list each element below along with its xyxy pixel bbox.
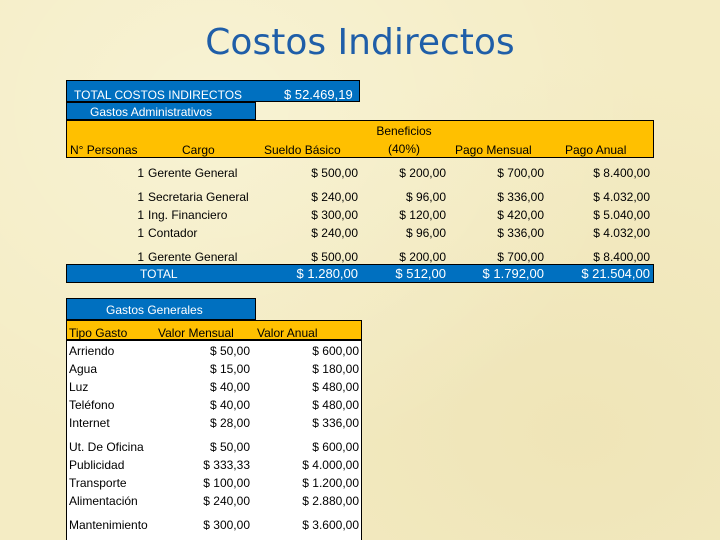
cell-tipo: Alimentación (69, 494, 138, 508)
cell-mensual: $ 336,00 (497, 190, 544, 204)
cell-mensual: $ 336,00 (497, 226, 544, 240)
cell-anual: $ 4.032,00 (593, 226, 650, 240)
cell-mensual: $ 300,00 (203, 518, 250, 532)
header-beneficios-line2: (40%) (387, 142, 420, 156)
cell-tipo: Mantenimiento (69, 518, 148, 532)
cell-mensual: $ 15,00 (209, 362, 250, 376)
admin-expenses-label: Gastos Administrativos (90, 105, 213, 119)
cell-sueldo: $ 300,00 (311, 208, 358, 222)
cell-anual: $ 5.040,00 (593, 208, 650, 222)
cell-mensual: $ 100,00 (203, 476, 250, 490)
cell-sueldo: $ 240,00 (311, 190, 358, 204)
cell-mensual: $ 40,00 (209, 398, 250, 412)
cell-sueldo: $ 500,00 (311, 166, 358, 180)
cell-anual: $ 600,00 (312, 440, 359, 454)
admin-total-anual: $ 21.504,00 (581, 266, 650, 281)
admin-total-beneficios: $ 512,00 (395, 266, 446, 281)
cell-tipo: Agua (69, 362, 98, 376)
cell-tipo: Publicidad (69, 458, 125, 472)
cell-anual: $ 8.400,00 (593, 250, 650, 264)
cell-cargo: Gerente General (148, 166, 238, 180)
cell-personas: 1 (137, 250, 144, 264)
cell-anual: $ 3.600,00 (302, 518, 359, 532)
cell-personas: 1 (137, 208, 144, 222)
header-pago-anual: Pago Anual (565, 143, 627, 157)
cell-anual: $ 480,00 (312, 398, 359, 412)
cell-mensual: $ 420,00 (497, 208, 544, 222)
admin-total-mensual: $ 1.792,00 (482, 266, 544, 281)
cell-mensual: $ 28,00 (209, 416, 250, 430)
cell-beneficios: $ 200,00 (399, 166, 446, 180)
cell-anual: $ 8.400,00 (593, 166, 650, 180)
cell-sueldo: $ 500,00 (311, 250, 358, 264)
general-header-anual: Valor Anual (257, 326, 318, 340)
cell-beneficios: $ 120,00 (399, 208, 446, 222)
general-header-mensual: Valor Mensual (158, 326, 234, 340)
cell-mensual: $ 700,00 (497, 250, 544, 264)
cell-mensual: $ 700,00 (497, 166, 544, 180)
cell-anual: $ 4.000,00 (302, 458, 359, 472)
cell-personas: 1 (137, 166, 144, 180)
general-header-tipo: Tipo Gasto (69, 326, 128, 340)
cell-tipo: Internet (69, 416, 110, 430)
cell-cargo: Contador (148, 226, 198, 240)
cell-anual: $ 2.880,00 (302, 494, 359, 508)
cell-beneficios: $ 200,00 (399, 250, 446, 264)
cell-mensual: $ 240,00 (203, 494, 250, 508)
cell-beneficios: $ 96,00 (405, 190, 446, 204)
cell-beneficios: $ 96,00 (405, 226, 446, 240)
cell-cargo: Ing. Financiero (148, 208, 228, 222)
cell-mensual: $ 333,33 (203, 458, 250, 472)
cell-mensual: $ 40,00 (209, 380, 250, 394)
cell-anual: $ 600,00 (312, 344, 359, 358)
header-cargo: Cargo (182, 143, 215, 157)
cell-anual: $ 4.032,00 (593, 190, 650, 204)
cell-tipo: Luz (69, 380, 89, 394)
cell-mensual: $ 50,00 (209, 440, 250, 454)
cell-anual: $ 180,00 (312, 362, 359, 376)
total-costs-value: $ 52.469,19 (284, 87, 353, 102)
cell-cargo: Gerente General (148, 250, 238, 264)
cell-mensual: $ 50,00 (209, 344, 250, 358)
general-expenses-title: Gastos Generales (106, 303, 203, 317)
cell-sueldo: $ 240,00 (311, 226, 358, 240)
cell-tipo: Arriendo (69, 344, 115, 358)
header-pago-mensual: Pago Mensual (455, 143, 532, 157)
cell-cargo: Secretaria General (148, 190, 249, 204)
cell-tipo: Teléfono (69, 398, 115, 412)
cell-anual: $ 480,00 (312, 380, 359, 394)
cell-anual: $ 336,00 (312, 416, 359, 430)
cell-tipo: Transporte (69, 476, 127, 490)
cell-anual: $ 1.200,00 (302, 476, 359, 490)
admin-total-sueldo: $ 1.280,00 (296, 266, 358, 281)
cell-tipo: Ut. De Oficina (69, 440, 144, 454)
cell-personas: 1 (137, 226, 144, 240)
header-personas: N° Personas (70, 143, 138, 157)
header-beneficios-line1: Beneficios (376, 124, 432, 138)
total-costs-label: TOTAL COSTOS INDIRECTOS (74, 88, 243, 102)
admin-total-label: TOTAL (140, 267, 178, 281)
page-title: Costos Indirectos (205, 22, 515, 63)
header-sueldo: Sueldo Básico (264, 143, 341, 157)
cell-personas: 1 (137, 190, 144, 204)
